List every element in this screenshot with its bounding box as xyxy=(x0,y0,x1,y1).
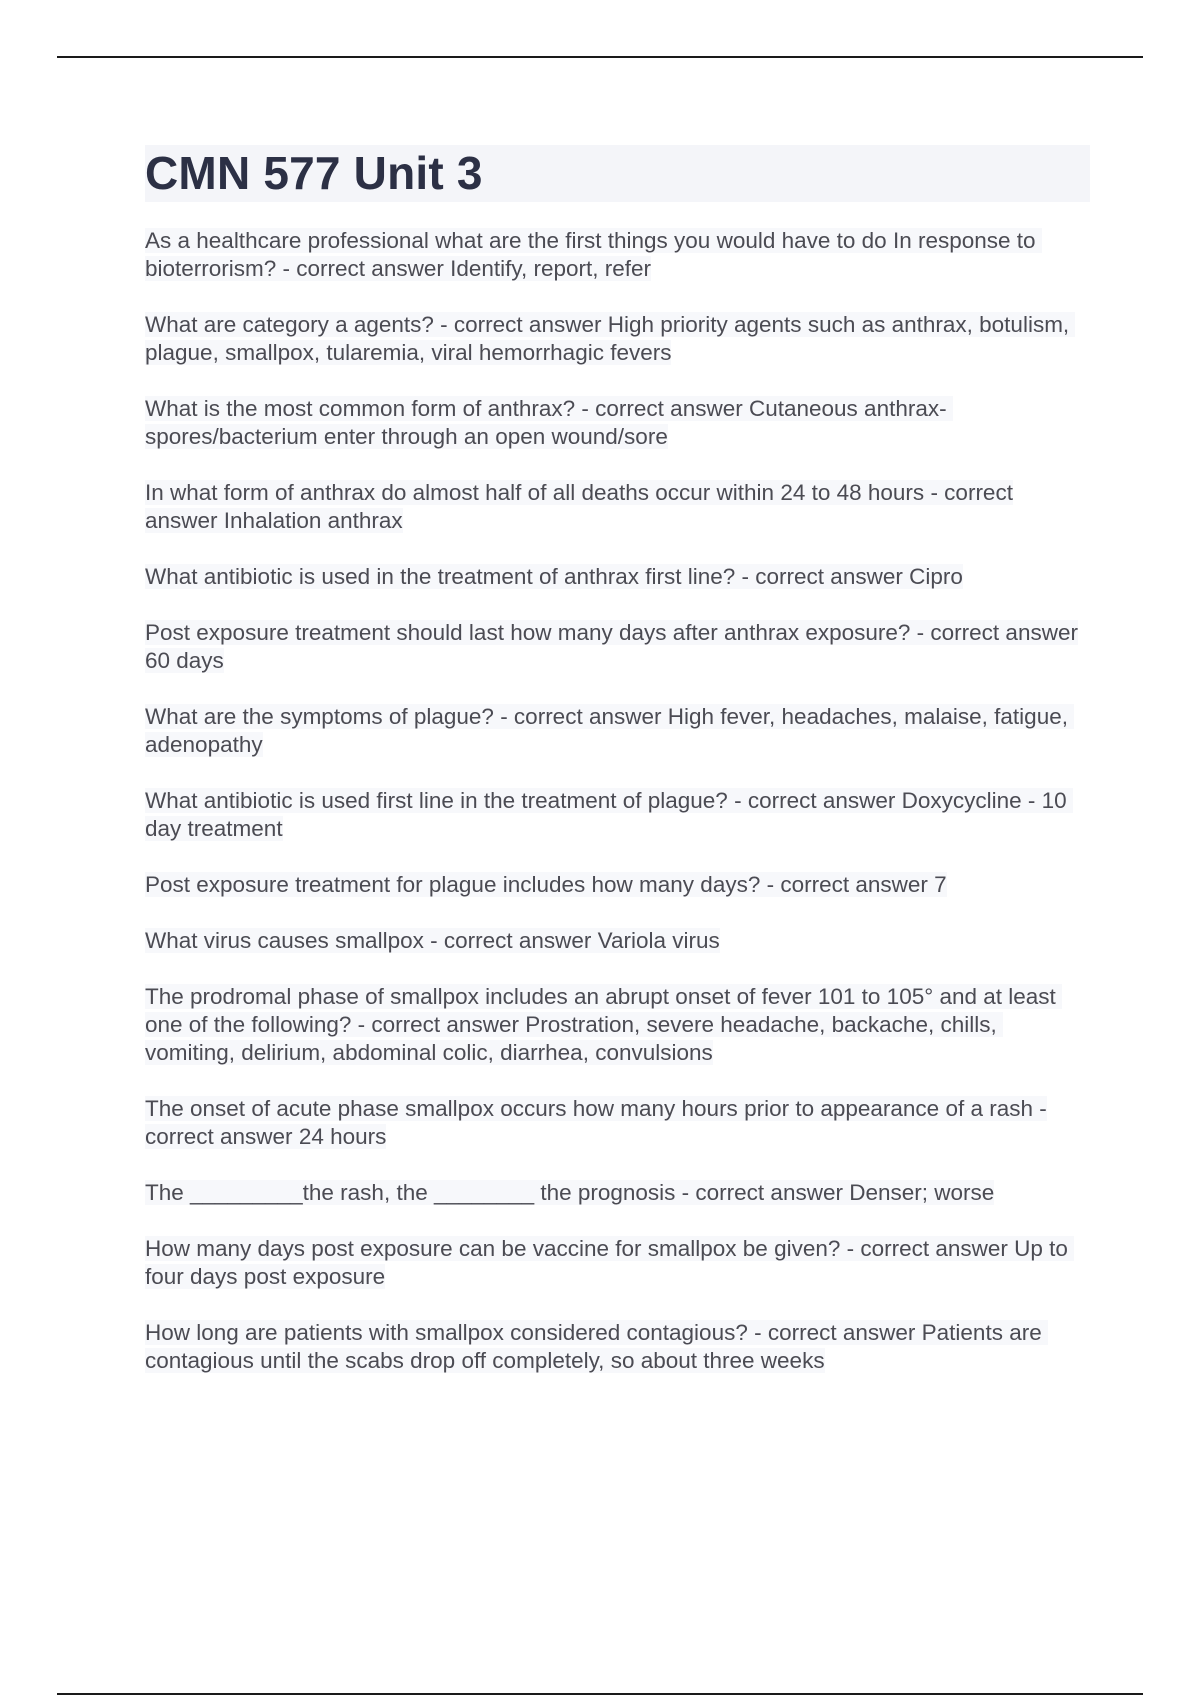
question-text: What are the symptoms of plague? xyxy=(145,704,494,729)
answer-separator: - correct answer xyxy=(433,312,608,337)
answer-text: 60 days xyxy=(145,648,224,673)
page-title: CMN 577 Unit 3 xyxy=(145,147,483,199)
qa-item xyxy=(145,1179,1090,1207)
answer-separator: - correct answer xyxy=(675,1180,850,1205)
answer-text: High priority agents such as anthrax, botulism, plague, smallpox, tularemia, viral hemorrhagic fevers xyxy=(145,312,1076,365)
question-text: How long are patients with smallpox considered contagious? xyxy=(145,1320,748,1345)
answer-separator: - correct answer xyxy=(493,704,668,729)
answer-separator: - correct answer xyxy=(423,928,598,953)
bottom-rule xyxy=(57,1693,1143,1695)
qa-item xyxy=(145,311,1090,367)
question-text: What are category a agents? xyxy=(145,312,434,337)
qa-item xyxy=(145,787,1090,843)
answer-text: Up to four days post exposure xyxy=(145,1236,1075,1289)
answer-text: Identify, report, refer xyxy=(450,256,652,281)
qa-item xyxy=(145,983,1090,1067)
question-text: Post exposure treatment for plague includes how many days? xyxy=(145,872,761,897)
qa-item xyxy=(145,1095,1090,1151)
qa-item xyxy=(145,1319,1090,1375)
qa-item xyxy=(145,479,1090,535)
top-rule xyxy=(57,56,1143,58)
answer-text: Denser; worse xyxy=(849,1180,995,1205)
qa-item xyxy=(145,227,1090,283)
question-text: As a healthcare professional what are the first things you would have to do In response to bioterrorism? xyxy=(145,228,1042,281)
answer-text: 7 xyxy=(934,872,947,897)
answer-text: 24 hours xyxy=(298,1124,387,1149)
answer-separator: - correct answer xyxy=(840,1236,1015,1261)
question-text: What antibiotic is used in the treatment of anthrax first line? xyxy=(145,564,736,589)
answer-separator: - correct answer xyxy=(910,620,1078,645)
question-text: Post exposure treatment should last how many days after anthrax exposure? xyxy=(145,620,911,645)
question-text: The onset of acute phase smallpox occurs how many hours prior to appearance of a rash xyxy=(145,1096,1033,1121)
answer-text: Inhalation anthrax xyxy=(223,508,403,533)
qa-item xyxy=(145,563,1090,591)
qa-item xyxy=(145,395,1090,451)
title-band xyxy=(145,145,1090,202)
qa-item xyxy=(145,927,1090,955)
answer-text: Cutaneous anthrax- spores/bacterium enter through an open wound/sore xyxy=(145,396,953,449)
question-text: The prodromal phase of smallpox includes an abrupt onset of fever 101 to 105° and at least one of the following? xyxy=(145,984,1063,1037)
answer-text: Doxycycline - 10 day treatment xyxy=(145,788,1073,841)
question-text: What virus causes smallpox xyxy=(145,928,424,953)
qa-list xyxy=(145,227,1090,1375)
qa-item xyxy=(145,703,1090,759)
answer-text: Variola virus xyxy=(597,928,720,953)
qa-item xyxy=(145,619,1090,675)
answer-separator: - correct answer xyxy=(735,564,910,589)
question-text: What antibiotic is used first line in the treatment of plague? xyxy=(145,788,728,813)
answer-separator: - correct answer xyxy=(575,396,749,421)
question-text: What is the most common form of anthrax? xyxy=(145,396,576,421)
answer-separator: - correct answer xyxy=(727,788,902,813)
question-text: In what form of anthrax do almost half of all deaths occur within 24 to 48 hours xyxy=(145,480,925,505)
qa-item xyxy=(145,871,1090,899)
answer-text: High fever, headaches, malaise, fatigue, adenopathy xyxy=(145,704,1075,757)
answer-separator: - correct answer xyxy=(760,872,935,897)
answer-text: Cipro xyxy=(909,564,963,589)
answer-separator: - correct answer xyxy=(145,480,1013,533)
question-text: The _________the rash, the ________ the prognosis xyxy=(145,1180,676,1205)
answer-separator: - correct answer xyxy=(145,1096,1047,1149)
answer-separator: - correct answer xyxy=(276,256,451,281)
answer-text: Patients are contagious until the scabs drop off completely, so about three weeks xyxy=(145,1320,1048,1373)
document-page xyxy=(145,145,1090,1403)
qa-item xyxy=(145,1235,1090,1291)
answer-separator: - correct answer xyxy=(351,1012,526,1037)
answer-text: Prostration, severe headache, backache, chills, vomiting, delirium, abdominal colic, diarrhea, convulsions xyxy=(145,1012,1003,1065)
answer-separator: - correct answer xyxy=(747,1320,922,1345)
question-text: How many days post exposure can be vaccine for smallpox be given? xyxy=(145,1236,841,1261)
